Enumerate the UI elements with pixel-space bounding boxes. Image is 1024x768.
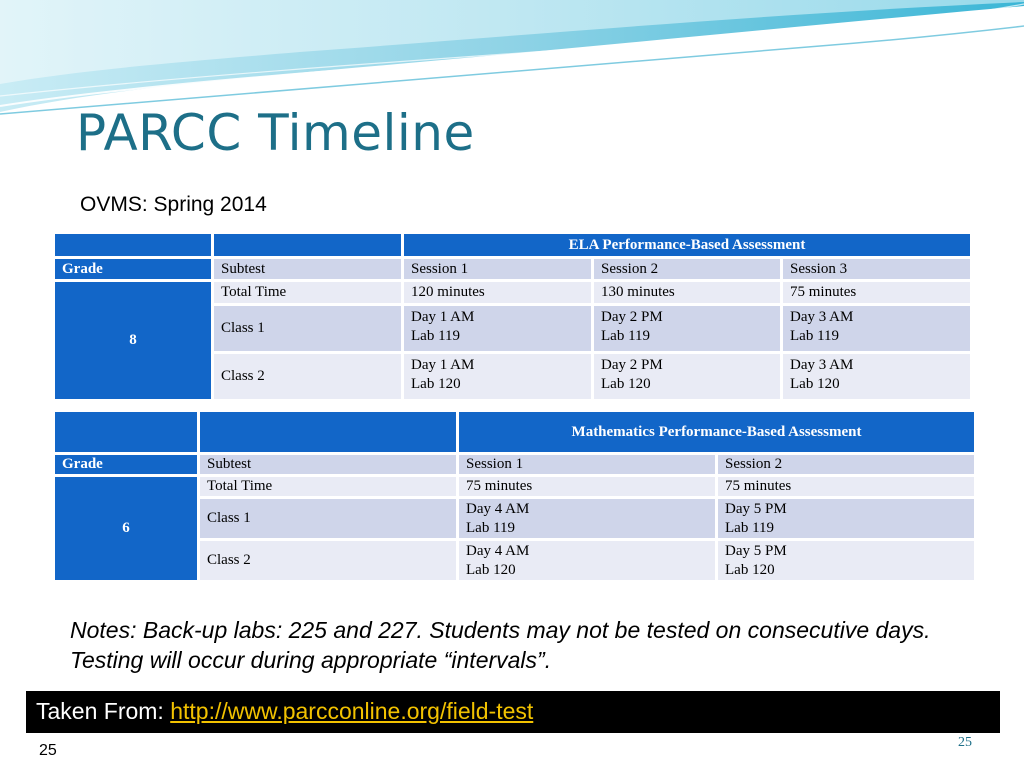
page-number-right: 25 [958,735,972,750]
math-assessment-table [52,409,977,583]
ela-cell-lab: Lab 120 [601,376,651,392]
math-cell-lab: Lab 120 [725,562,775,578]
math-cell-day: Day 5 PM [725,543,787,559]
ela-column-header: Session 3 [782,258,972,281]
ela-header-blank-1 [54,233,213,258]
ela-cell-lab: Lab 120 [411,376,461,392]
ela-cell-day: Day 1 AM [411,309,475,325]
ela-cell [593,353,782,401]
math-header-blank-2 [199,411,458,454]
decorative-wave-banner [0,0,1024,120]
math-cell [458,498,717,540]
slide-subtitle: OVMS: Spring 2014 [80,193,267,216]
ela-header-blank-2 [213,233,403,258]
math-column-header: Session 1 [458,454,717,476]
math-grade-header: Grade [54,454,199,476]
ela-row-label: Class 2 [213,353,403,401]
math-row-label: Class 1 [199,498,458,540]
ela-cell: 130 minutes [593,281,782,305]
ela-cell [403,353,593,401]
math-cell [717,498,976,540]
math-cell-day: Day 4 AM [466,501,530,517]
math-cell [717,540,976,582]
ela-cell-day: Day 3 AM [790,357,854,373]
math-cell-lab: Lab 119 [466,520,516,536]
ela-row-label: Total Time [213,281,403,305]
math-column-header: Session 2 [717,454,976,476]
math-cell-lab: Lab 119 [725,520,775,536]
math-row-label: Total Time [199,476,458,498]
math-row-label: Class 2 [199,540,458,582]
ela-cell [403,305,593,353]
source-label: Taken From: [36,698,164,724]
ela-cell-day: Day 3 AM [790,309,854,325]
math-cell [458,540,717,582]
math-header-blank-1 [54,411,199,454]
page-number-left: 25 [39,742,57,759]
math-cell-lab: Lab 120 [466,562,516,578]
ela-cell: 120 minutes [403,281,593,305]
math-cell: 75 minutes [717,476,976,498]
ela-grade-cell: 8 [54,281,213,401]
ela-column-header: Subtest [213,258,403,281]
ela-cell [782,353,972,401]
math-table-row [54,476,976,498]
ela-cell: 75 minutes [782,281,972,305]
source-link[interactable]: http://www.parcconline.org/field-test [170,698,534,724]
ela-cell-day: Day 2 PM [601,309,663,325]
math-cell-day: Day 5 PM [725,501,787,517]
math-cell: 75 minutes [458,476,717,498]
ela-column-header: Session 2 [593,258,782,281]
ela-table-title: ELA Performance-Based Assessment [403,233,972,258]
ela-cell [782,305,972,353]
source-bar [26,691,1000,733]
math-column-header: Subtest [199,454,458,476]
ela-cell-lab: Lab 119 [411,328,461,344]
math-table-title: Mathematics Performance-Based Assessment [458,411,976,454]
slide-notes: Notes: Back-up labs: 225 and 227. Students may not be tested on consecutive days. Testing will occur during appropriate “intervals”. [70,617,931,673]
ela-cell [593,305,782,353]
ela-cell-lab: Lab 119 [790,328,840,344]
ela-cell-day: Day 2 PM [601,357,663,373]
ela-assessment-table [52,231,973,402]
slide-title: PARCC Timeline [76,104,475,162]
ela-cell-lab: Lab 119 [601,328,651,344]
ela-column-header: Session 1 [403,258,593,281]
ela-cell-day: Day 1 AM [411,357,475,373]
math-cell-day: Day 4 AM [466,543,530,559]
ela-grade-header: Grade [54,258,213,281]
ela-row-label: Class 1 [213,305,403,353]
ela-cell-lab: Lab 120 [790,376,840,392]
math-grade-cell: 6 [54,476,199,582]
ela-table-row [54,281,972,305]
